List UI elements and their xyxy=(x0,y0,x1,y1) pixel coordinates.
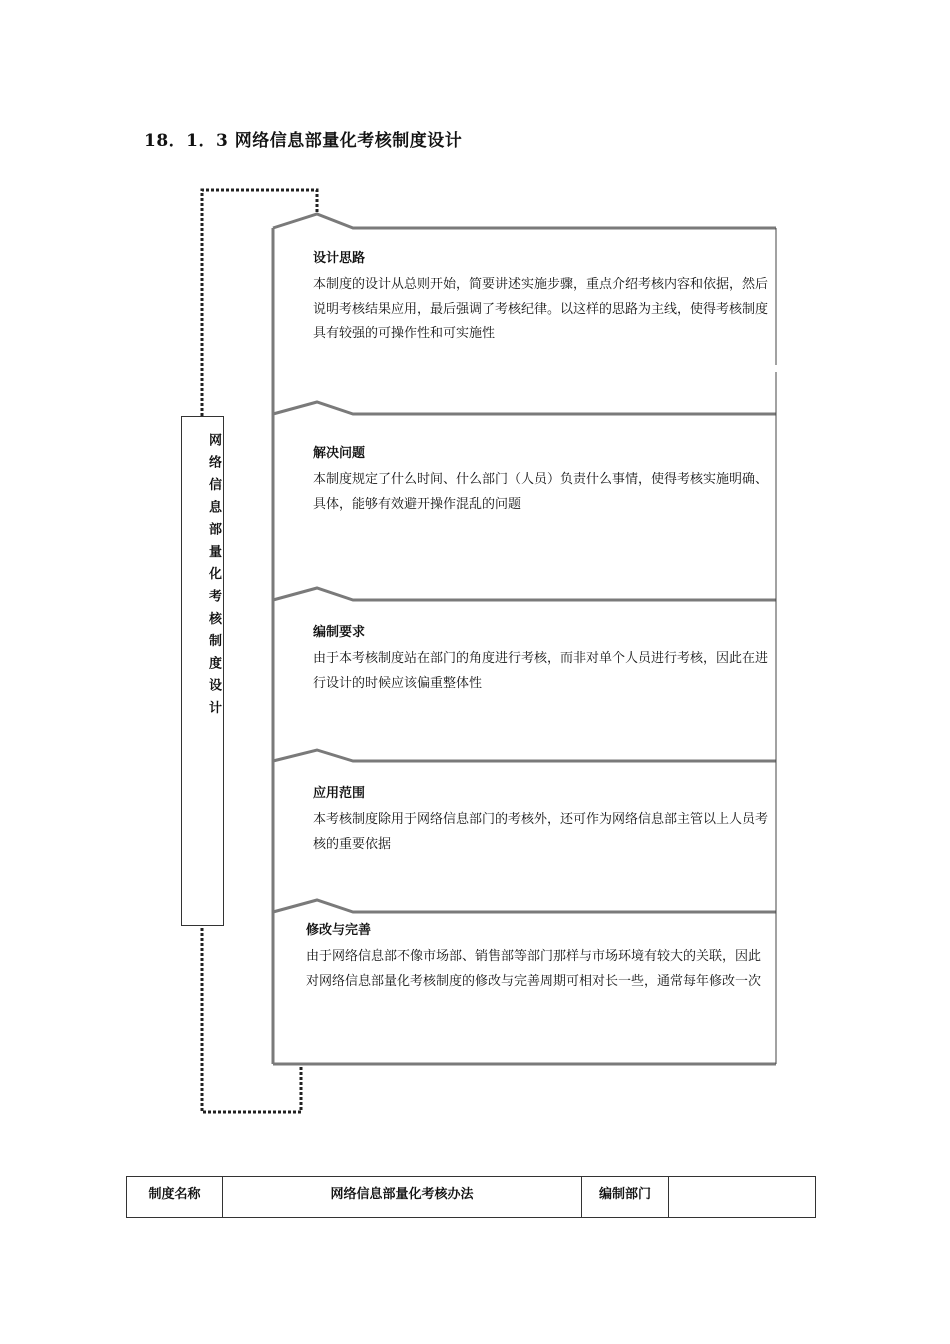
side-title: 网络信息部量化考核制度设计 xyxy=(206,433,221,723)
section-heading: 18．1．3 网络信息部量化考核制度设计 xyxy=(144,131,463,151)
side-title-box xyxy=(181,416,224,926)
section-design-idea xyxy=(313,249,773,347)
table-row xyxy=(127,1177,816,1218)
section-body: 本制度规定了什么时间、什么部门（人员）负责什么事情，使得考核实施明确、具体，能够有效避开操作混乱的问题 xyxy=(313,472,769,512)
tab-2 xyxy=(273,402,776,414)
section-body: 本考核制度除用于网络信息部门的考核外，还可作为网络信息部主管以上人员考核的重要依据 xyxy=(313,812,769,852)
section-title: 修改与完善 xyxy=(306,923,372,938)
label-system-name: 制度名称 xyxy=(127,1177,223,1218)
section-problem-solved xyxy=(313,444,773,517)
section-title: 编制要求 xyxy=(313,625,366,640)
tab-5 xyxy=(273,900,776,912)
section-body: 由于网络信息部不像市场部、销售部等部门那样与市场环境有较大的关联，因此对网络信息部量化考核制度的修改与完善周期可相对长一些，通常每年修改一次 xyxy=(306,949,762,989)
tab-1 xyxy=(273,214,776,228)
section-scope xyxy=(313,784,773,857)
bottom-dotted-connector xyxy=(202,928,301,1112)
label-department: 编制部门 xyxy=(582,1177,669,1218)
section-revision xyxy=(306,921,768,994)
section-title: 解决问题 xyxy=(313,446,366,461)
section-title: 应用范围 xyxy=(313,786,366,801)
system-info-table xyxy=(126,1176,816,1218)
section-body: 由于本考核制度站在部门的角度进行考核，而非对单个人员进行考核，因此在进行设计的时候应该偏重整体性 xyxy=(313,651,769,691)
value-system-name: 网络信息部量化考核办法 xyxy=(223,1177,582,1218)
top-dotted-connector xyxy=(202,190,317,416)
value-department[interactable] xyxy=(669,1177,816,1218)
section-body: 本制度的设计从总则开始，简要讲述实施步骤，重点介绍考核内容和依据，然后说明考核结果应用，最后强调了考核纪律。以这样的思路为主线，使得考核制度具有较强的可操作性和可实施性 xyxy=(313,277,769,341)
section-compilation-requirements xyxy=(313,623,773,696)
section-title: 设计思路 xyxy=(313,251,366,266)
tab-4 xyxy=(273,750,776,761)
tab-3 xyxy=(273,588,776,600)
